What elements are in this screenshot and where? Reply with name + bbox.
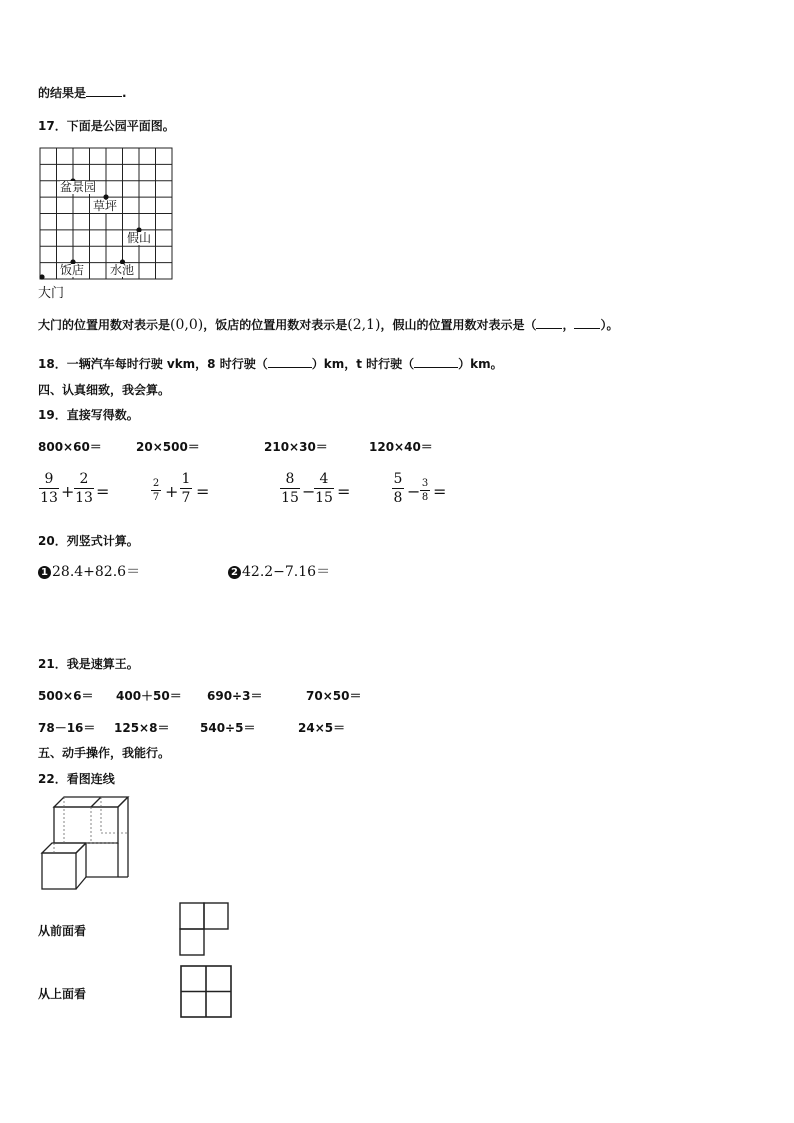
question-19-title: 19．直接写得数。 — [38, 408, 139, 422]
question-20-title: 20．列竖式计算。 — [38, 534, 139, 548]
tail-end: . — [122, 86, 127, 100]
numerator: 2 — [79, 471, 89, 487]
fraction-bar — [314, 488, 334, 489]
fraction-2-7 — [151, 478, 161, 503]
q17-pair-a: (0,0) — [170, 317, 204, 333]
fraction-bar — [420, 490, 430, 491]
numerator: 4 — [319, 471, 329, 487]
map-label-shuichi: 水池 — [110, 263, 135, 277]
map-label-jiashan: 假山 — [127, 231, 152, 245]
q21-expr-4: 70×50＝ — [306, 689, 362, 703]
q21-expr-1: 500×6＝ — [38, 689, 94, 703]
previous-question-tail — [38, 84, 127, 101]
front-view-figure[interactable] — [178, 901, 232, 957]
q17-text-end: ）。 — [600, 318, 619, 332]
circled-number-1: 1 — [38, 566, 51, 579]
q17-pair-b: (2,1) — [347, 317, 381, 333]
numerator: 3 — [421, 478, 429, 489]
equals-sign: = — [96, 482, 110, 501]
fraction-8-15 — [280, 471, 300, 506]
q18-part1: 18．一辆汽车每时行驶 vkm，8 时行驶（ — [38, 357, 268, 371]
fraction-5-8 — [392, 471, 404, 506]
minus-operator: − — [302, 482, 316, 501]
question-22-title: 22．看图连线 — [38, 772, 115, 786]
question-21-title: 21．我是速算王。 — [38, 657, 139, 671]
q17-text-b: ，饭店的位置用数对表示是 — [203, 318, 348, 332]
fraction-bar — [74, 488, 94, 489]
tail-text: 的结果是 — [38, 86, 87, 100]
denominator: 13 — [75, 490, 93, 506]
equals-sign: = — [196, 482, 210, 501]
fraction-2-13 — [74, 471, 94, 506]
q19-expr-3: 210×30＝ — [264, 440, 328, 454]
q21-expr-5: 78－16＝ — [38, 721, 96, 735]
q20-item-2-expr: 42.2−7.16＝ — [242, 564, 331, 580]
q19-expr-1: 800×60＝ — [38, 440, 102, 454]
fraction-9-13 — [39, 471, 59, 506]
equals-sign: = — [337, 482, 351, 501]
denominator: 8 — [393, 490, 403, 506]
q21-expr-2: 400＋50＝ — [116, 689, 182, 703]
fraction-bar — [151, 490, 161, 491]
q18-part3: ）km。 — [458, 357, 503, 371]
denominator: 7 — [181, 490, 191, 506]
fraction-4-15 — [314, 471, 334, 506]
denominator: 15 — [281, 490, 299, 506]
map-label-damen: 大门 — [38, 286, 65, 301]
section-4-heading: 四、认真细致，我会算。 — [38, 383, 171, 397]
fraction-bar — [180, 488, 192, 489]
point-damen — [39, 274, 44, 279]
q21-expr-8: 24×5＝ — [298, 721, 346, 735]
fraction-3-8 — [420, 478, 430, 503]
fraction-bar — [280, 488, 300, 489]
denominator: 8 — [421, 492, 429, 503]
question-18 — [38, 355, 503, 372]
section-5-heading: 五、动手操作，我能行。 — [38, 746, 171, 760]
numerator: 2 — [152, 478, 160, 489]
q20-item-1 — [38, 561, 140, 581]
numerator: 8 — [285, 471, 295, 487]
label-front-view: 从前面看 — [38, 924, 87, 938]
q18-blank-1 — [268, 355, 312, 368]
top-view-figure[interactable] — [178, 963, 234, 1021]
denominator: 7 — [152, 492, 160, 503]
numerator: 1 — [181, 471, 191, 487]
q21-expr-3: 690÷3＝ — [207, 689, 263, 703]
q18-part2: ）km，t 时行驶（ — [311, 357, 415, 371]
map-label-fandian: 饭店 — [60, 263, 85, 277]
q21-expr-6: 125×8＝ — [114, 721, 170, 735]
numerator: 5 — [393, 471, 403, 487]
park-map-grid — [30, 140, 180, 300]
equals-sign: = — [433, 482, 447, 501]
fraction-bar — [39, 488, 59, 489]
plus-operator: + — [61, 482, 75, 501]
q17-text-c: ，假山的位置用数对表示是（ — [380, 318, 537, 332]
q17-comma: ， — [562, 318, 575, 332]
q18-blank-2 — [414, 355, 458, 368]
q17-blank-1 — [536, 316, 562, 329]
q17-text-a: 大门的位置用数对表示是 — [38, 318, 171, 332]
q21-expr-7: 540÷5＝ — [200, 721, 256, 735]
map-label-penjing: 盆景园 — [60, 180, 97, 194]
answer-blank — [86, 84, 122, 97]
numerator: 9 — [44, 471, 54, 487]
label-top-view: 从上面看 — [38, 987, 87, 1001]
circled-number-2: 2 — [228, 566, 241, 579]
q20-item-1-expr: 28.4+82.6＝ — [52, 564, 141, 580]
q19-expr-2: 20×500＝ — [136, 440, 200, 454]
denominator: 15 — [315, 490, 333, 506]
plus-operator: + — [165, 482, 179, 501]
fraction-1-7 — [180, 471, 192, 506]
q19-expr-4: 120×40＝ — [369, 440, 433, 454]
question-17-text — [38, 316, 618, 333]
fraction-bar — [392, 488, 404, 489]
q20-item-2 — [228, 561, 330, 581]
q17-blank-2 — [574, 316, 600, 329]
minus-operator: − — [407, 482, 421, 501]
map-label-caoping: 草坪 — [93, 199, 118, 213]
question-17-title: 17．下面是公园平面图。 — [38, 119, 175, 133]
cube-stack-3d-figure — [36, 795, 132, 895]
denominator: 13 — [40, 490, 58, 506]
